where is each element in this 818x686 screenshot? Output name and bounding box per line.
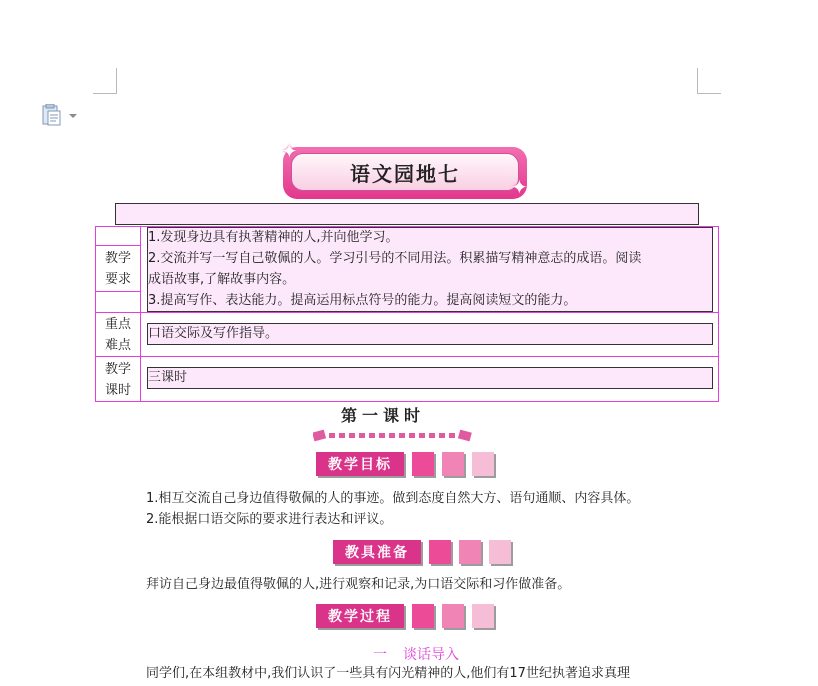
lesson-title: 第一课时: [341, 406, 426, 425]
step-heading: [373, 644, 475, 664]
page-corner-top-left: [93, 68, 117, 94]
table-row: [96, 357, 718, 402]
badge-label: 教具准备: [333, 540, 421, 564]
page-title: 语文园地七: [350, 161, 460, 186]
requirements-text: 1.发现身边具有执著精神的人,并向他学习。 2.交流并写一写自己敬佩的人。学习引号的不同用法。积累描写精神意志的成语。阅读 成语故事,了解故事内容。 3.提高写作、表达能力。提高运用标点符号的能力。提高阅读短文的能力。: [148, 230, 642, 308]
class-hours-text: 三课时: [148, 370, 188, 385]
class-hours-cell: [147, 367, 713, 389]
chevron-down-icon: [69, 114, 77, 118]
section-badge-prep: [333, 540, 515, 564]
lesson-heading: [313, 403, 473, 443]
lesson-info-table: [95, 226, 719, 402]
table-row: [96, 227, 718, 313]
key-points-text: 口语交际及写作指导。: [148, 326, 279, 341]
step-number: 一: [373, 647, 387, 663]
section-badge-process: [316, 604, 498, 628]
goal-line-1: 1.相互交流自己身边值得敬佩的人的事迹。做到态度自然大方、语句通顺、内容具体。: [146, 491, 640, 506]
badge-label: 教学目标: [316, 452, 404, 476]
goal-line-2: 2.能根据口语交际的要求进行表达和评议。: [146, 512, 393, 527]
paste-options-icon[interactable]: [42, 104, 82, 126]
star-icon: ✦: [511, 175, 528, 199]
key-points-label: 重点 难点: [96, 313, 141, 356]
process-text: 同学们,在本组教材中,我们认识了一些具有闪光精神的人,他们有17世纪执著追求真理: [146, 666, 630, 681]
prep-text: 拜访自己身边最值得敬佩的人,进行观察和记录,为口语交际和习作做准备。: [146, 577, 571, 592]
badge-label: 教学过程: [316, 604, 404, 628]
requirements-label: 教学 要求: [96, 246, 141, 292]
decorative-dotted-line: [313, 428, 473, 442]
star-icon: ✦: [281, 139, 298, 163]
page-corner-top-right: [697, 68, 721, 94]
table-row: [96, 313, 718, 357]
class-hours-label: 教学 课时: [96, 357, 141, 402]
empty-header-cell: [115, 203, 699, 225]
step-title: 谈话导入: [403, 647, 459, 663]
title-banner: [281, 139, 529, 199]
section-badge-goals: [316, 452, 498, 476]
